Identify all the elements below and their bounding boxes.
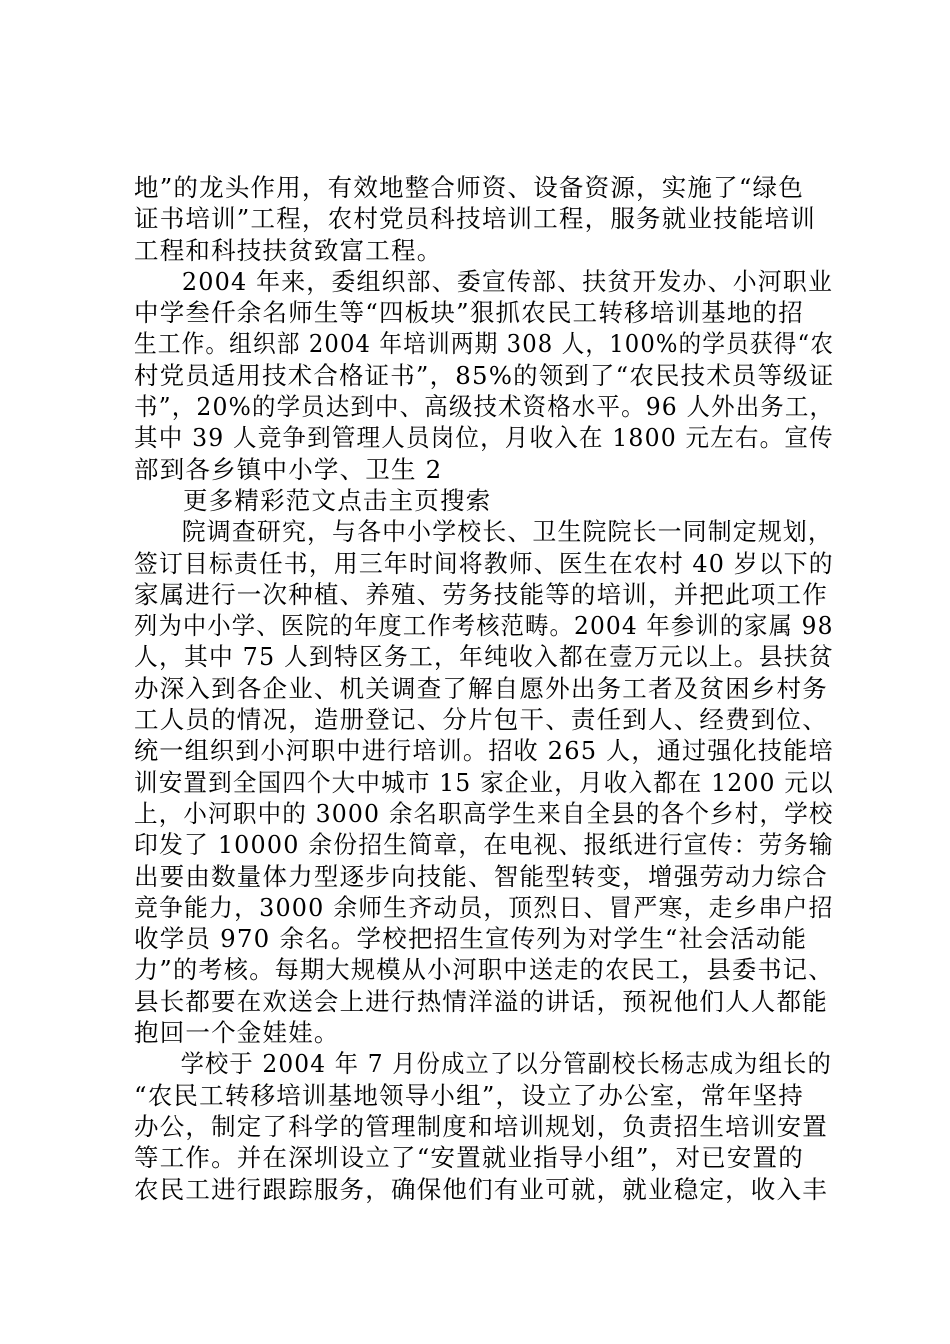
text-line: 书”，20%的学员达到中、高级技术资格水平。96 人外出务工， — [134, 392, 835, 422]
text-line: 中学叁仟余名师生等“四板块”狠抓农民工转移培训基地的招 — [134, 298, 804, 328]
text-line: 出要由数量体力型逐步向技能、智能型转变，增强劳动力综合 — [134, 861, 828, 891]
text-line: 家属进行一次种植、养殖、劳务技能等的培训，并把此项工作 — [134, 579, 828, 609]
text-line: 办公，制定了科学的管理制度和培训规划，负责招生培训安置 — [134, 1111, 828, 1141]
text-line: 其中 39 人竞争到管理人员岗位，月收入在 1800 元左右。宣传 — [134, 423, 834, 453]
text-line: 列为中小学、医院的年度工作考核范畴。2004 年参训的家属 98 — [134, 611, 834, 641]
text-line: 训安置到全国四个大中城市 15 家企业，月收入都在 1200 元以 — [134, 767, 834, 797]
text-line: 村党员适用技术合格证书”，85%的领到了“农民技术员等级证 — [134, 360, 835, 390]
text-line: 竞争能力，3000 余师生齐动员，顶烈日、冒严寒，走乡串户招 — [134, 892, 834, 922]
text-line: 地”的龙头作用，有效地整合师资、设备资源，实施了“绿色 — [134, 173, 804, 202]
document-body — [134, 172, 834, 1205]
text-line: 收学员 970 余名。学校把招生宣传列为对学生“社会活动能 — [134, 924, 808, 954]
text-line: 生工作。组织部 2004 年培训两期 308 人，100%的学员获得“农 — [134, 329, 835, 359]
text-line: 农民工进行跟踪服务，确保他们有业可就，就业稳定，收入丰 — [134, 1174, 828, 1204]
text-line: 签订目标责任书，用三年时间将教师、医生在农村 40 岁以下的 — [134, 548, 834, 578]
text-line: 2004 年来，委组织部、委宣传部、扶贫开发办、小河职业 — [181, 266, 834, 296]
text-line: 等工作。并在深圳设立了“安置就业指导小组”，对已安置的 — [134, 1143, 804, 1173]
text-line: 院调查研究，与各中小学校长、卫生院院长一同制定规划， — [181, 517, 833, 547]
text-line: 部到各乡镇中小学、卫生 2 — [134, 454, 443, 484]
text-line: 县长都要在欢送会上进行热情洋溢的讲话，预祝他们人人都能 — [134, 986, 828, 1016]
text-line: 学校于 2004 年 7 月份成立了以分管副校长杨志成为组长的 — [180, 1049, 832, 1079]
text-line: 办深入到各企业、机关调查了解自愿外出务工者及贫困乡村务 — [134, 673, 828, 703]
text-line: 工人员的情况，造册登记、分片包干、责任到人、经费到位、 — [134, 705, 828, 735]
text-line: 人，其中 75 人到特区务工，年纯收入都在壹万元以上。县扶贫 — [134, 642, 834, 672]
text-line: 印发了 10000 余份招生简章，在电视、报纸进行宣传：劳务输 — [134, 830, 834, 860]
text-line: 统一组织到小河职中进行培训。招收 265 人，通过强化技能培 — [134, 736, 834, 766]
text-line: 上，小河职中的 3000 余名职高学生来自全县的各个乡村，学校 — [134, 798, 834, 828]
text-line: 力”的考核。每期大规模从小河职中送走的农民工，县委书记、 — [134, 955, 834, 985]
text-line: 工程和科技扶贫致富工程。 — [134, 235, 443, 265]
text-line: “农民工转移培训基地领导小组”，设立了办公室，常年坚持 — [134, 1080, 804, 1110]
text-line: 证书培训”工程，农村党员科技培训工程，服务就业技能培训 — [134, 204, 816, 234]
text-line: 抱回一个金娃娃。 — [134, 1018, 340, 1048]
text-line: 更多精彩范文点击主页搜索 — [183, 485, 492, 515]
